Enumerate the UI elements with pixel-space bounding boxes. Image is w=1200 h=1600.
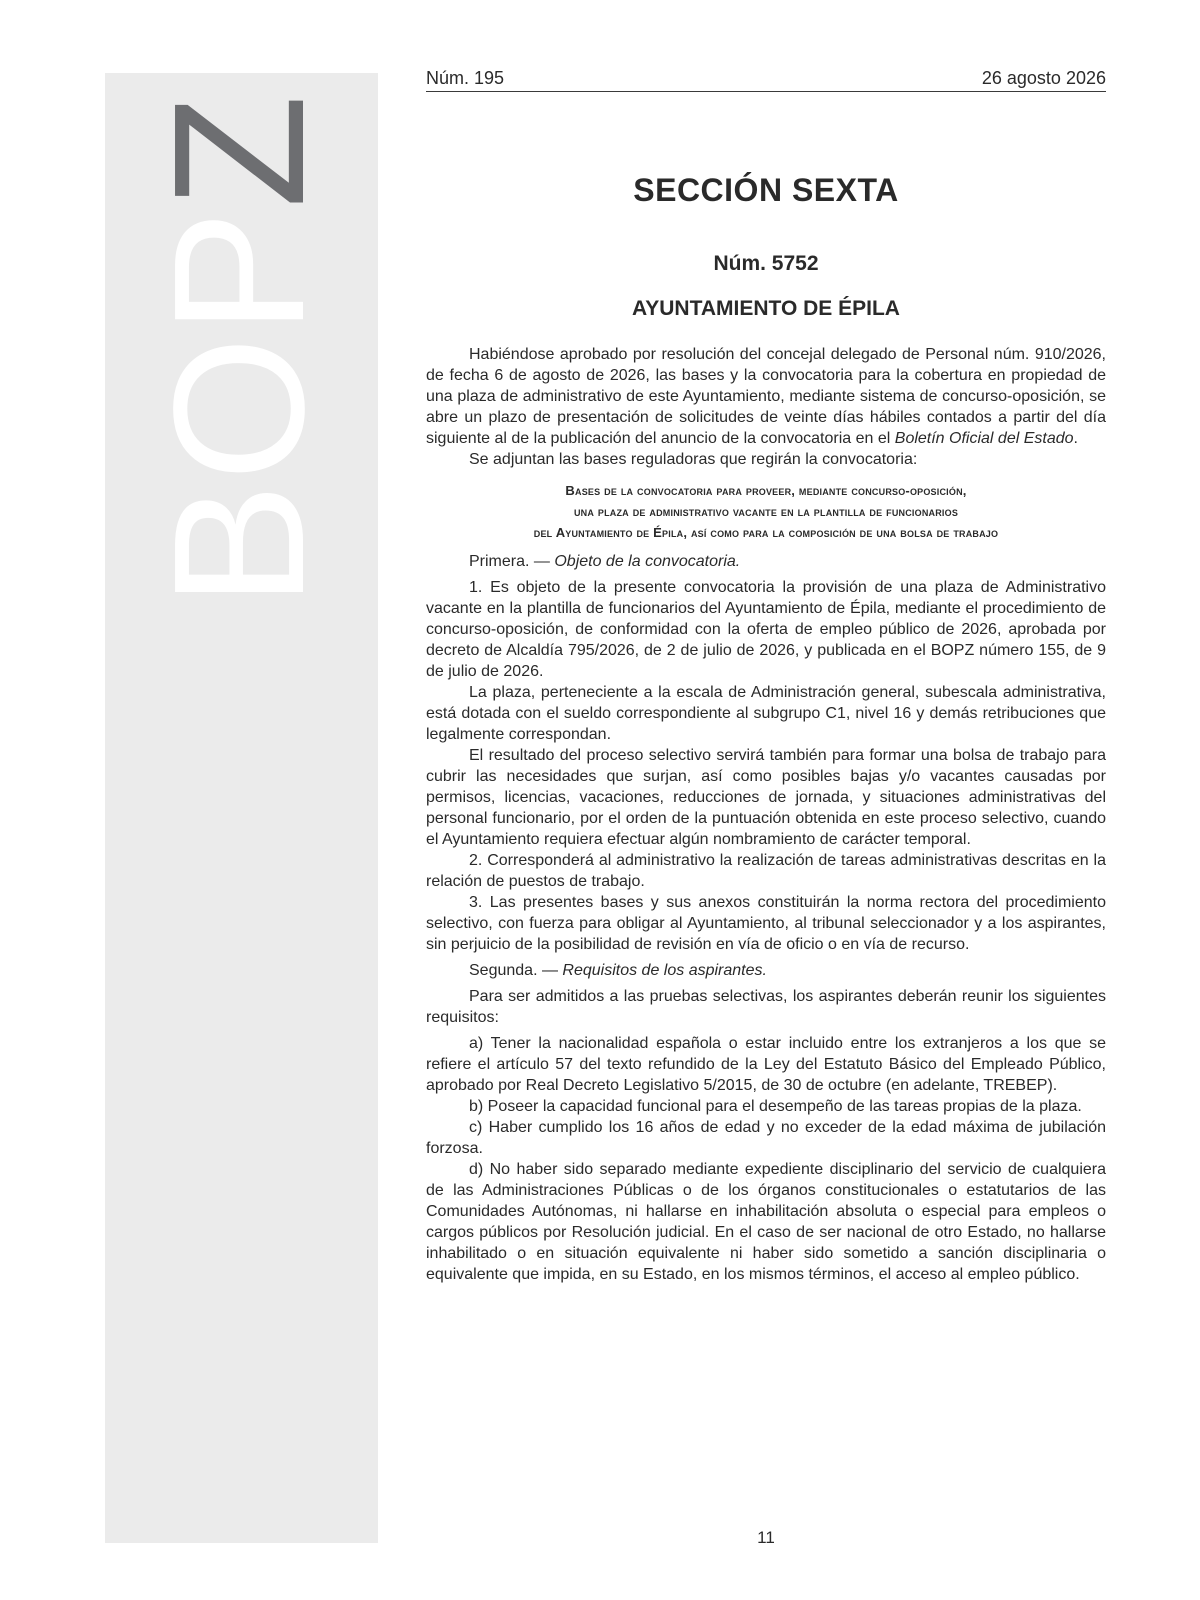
boe-reference: Boletín Oficial del Estado: [894, 430, 1074, 447]
page-number: 11: [757, 1528, 775, 1547]
primera-paragraph: 3. Las presentes bases y sus anexos constituirán la norma rectora del procedimiento selectivo, con fuerza para obligar al Ayuntamiento, al tribunal seleccionador y a los aspirantes, sin perjuicio de la posibilidad de revisión en vía de oficio o en vía de recurso.: [426, 894, 1106, 953]
segunda-intro: Para ser admitidos a las pruebas selectivas, los aspirantes deberán reunir los siguientes requisitos:: [426, 988, 1106, 1026]
intro-paragraph: Habiéndose aprobado por resolución del concejal delegado de Personal núm. 910/2026, de fecha 6 de agosto de 2026, las bases y la convocatoria para la cobertura en propiedad de una plaza de administrativo de este Ayuntamiento, mediante sistema de concurso-oposición, se abre un plazo de presentación de solicitudes de veinte días hábiles contados a partir del día siguiente al de la publicación del anuncio de la convocatoria en el Boletín Oficial del Estado.: [426, 346, 1106, 447]
primera-heading: Primera. — Objeto de la convocatoria.: [469, 553, 741, 570]
segunda-heading: Segunda. — Requisitos de los aspirantes.: [469, 962, 767, 979]
bases-title-line: Bases de la convocatoria para proveer, mediante concurso-oposición,: [565, 483, 967, 498]
logo-z: Z: [136, 92, 343, 209]
bases-title-line: del Ayuntamiento de Épila, así como para la composición de una bolsa de trabajo: [533, 525, 999, 540]
primera-paragraph: 1. Es objeto de la presente convocatoria la provisión de una plaza de Administrativo vacante en la plantilla de funcionarios del Ayuntamiento de Épila, mediante el procedimiento de concurso-oposición, de conformidad con la oferta de empleo público de 2026, aprobada por decreto de Alcaldía 795/2026, de 2 de julio de 2026, y publicada en el BOPZ número 155, de 9 de julio de 2026.: [426, 579, 1106, 680]
primera-paragraph: El resultado del proceso selectivo servirá también para formar una bolsa de trabajo para cubrir las necesidades que surjan, así como posibles bajas y/o vacantes causadas por permisos, licencias, vacaciones, reducciones de jornada, y situaciones administrativas del personal funcionario, por el orden de la puntuación obtenida en este proceso selectivo, cuando el Ayuntamiento requiera efectuar algún nombramiento de carácter temporal.: [426, 747, 1106, 848]
organization-name: AYUNTAMIENTO DE ÉPILA: [632, 297, 900, 320]
issue-date: 26 agosto 2026: [981, 68, 1106, 88]
requirement-item: a) Tener la nacionalidad española o estar incluido entre los extranjeros a los que se refiere el artículo 57 del texto refundido de la Ley del Estatuto Básico del Empleado Público, aprobado por Real Decreto Legislativo 5/2015, de 30 de octubre (en adelante, TREBEP).: [426, 1035, 1106, 1094]
intro-paragraph-2: Se adjuntan las bases reguladoras que regirán la convocatoria:: [469, 451, 918, 468]
bases-title-line: una plaza de administrativo vacante en la plantilla de funcionarios: [573, 504, 959, 519]
primera-paragraph: 2. Corresponderá al administrativo la realización de tareas administrativas descritas en la relación de puestos de trabajo.: [426, 852, 1106, 890]
announcement-number: Núm. 5752: [713, 252, 819, 275]
requirement-item: c) Haber cumplido los 16 años de edad y no exceder de la edad máxima de jubilación forzosa.: [426, 1119, 1106, 1157]
bopz-logo: [136, 92, 343, 608]
requirement-item: b) Poseer la capacidad funcional para el desempeño de las tareas propias de la plaza.: [469, 1098, 1082, 1115]
section-title: SECCIÓN SEXTA: [633, 172, 899, 208]
logo-bop: BOP: [136, 208, 343, 608]
bases-title: [426, 480, 1106, 543]
issue-number: Núm. 195: [426, 68, 505, 88]
page-header: [426, 68, 1106, 92]
requirement-item: d) No haber sido separado mediante expediente disciplinario del servicio de cualquiera de las Administraciones Públicas o de los órganos constitucionales o estatutarios de las Comunidades Autónomas, ni hallarse en inhabilitación absoluta o especial para empleos o cargos públicos por Resolución judicial. En el caso de ser nacional de otro Estado, no hallarse inhabilitado o en situación equivalente ni haber sido sometido a sanción disciplinaria o equivalente que impida, en su Estado, en los mismos términos, el acceso al empleo público.: [426, 1161, 1106, 1283]
primera-paragraph: La plaza, perteneciente a la escala de Administración general, subescala administrativa, está dotada con el sueldo correspondiente al subgrupo C1, nivel 16 y demás retribuciones que legalmente correspondan.: [426, 684, 1106, 743]
document-body: [426, 344, 1106, 1285]
